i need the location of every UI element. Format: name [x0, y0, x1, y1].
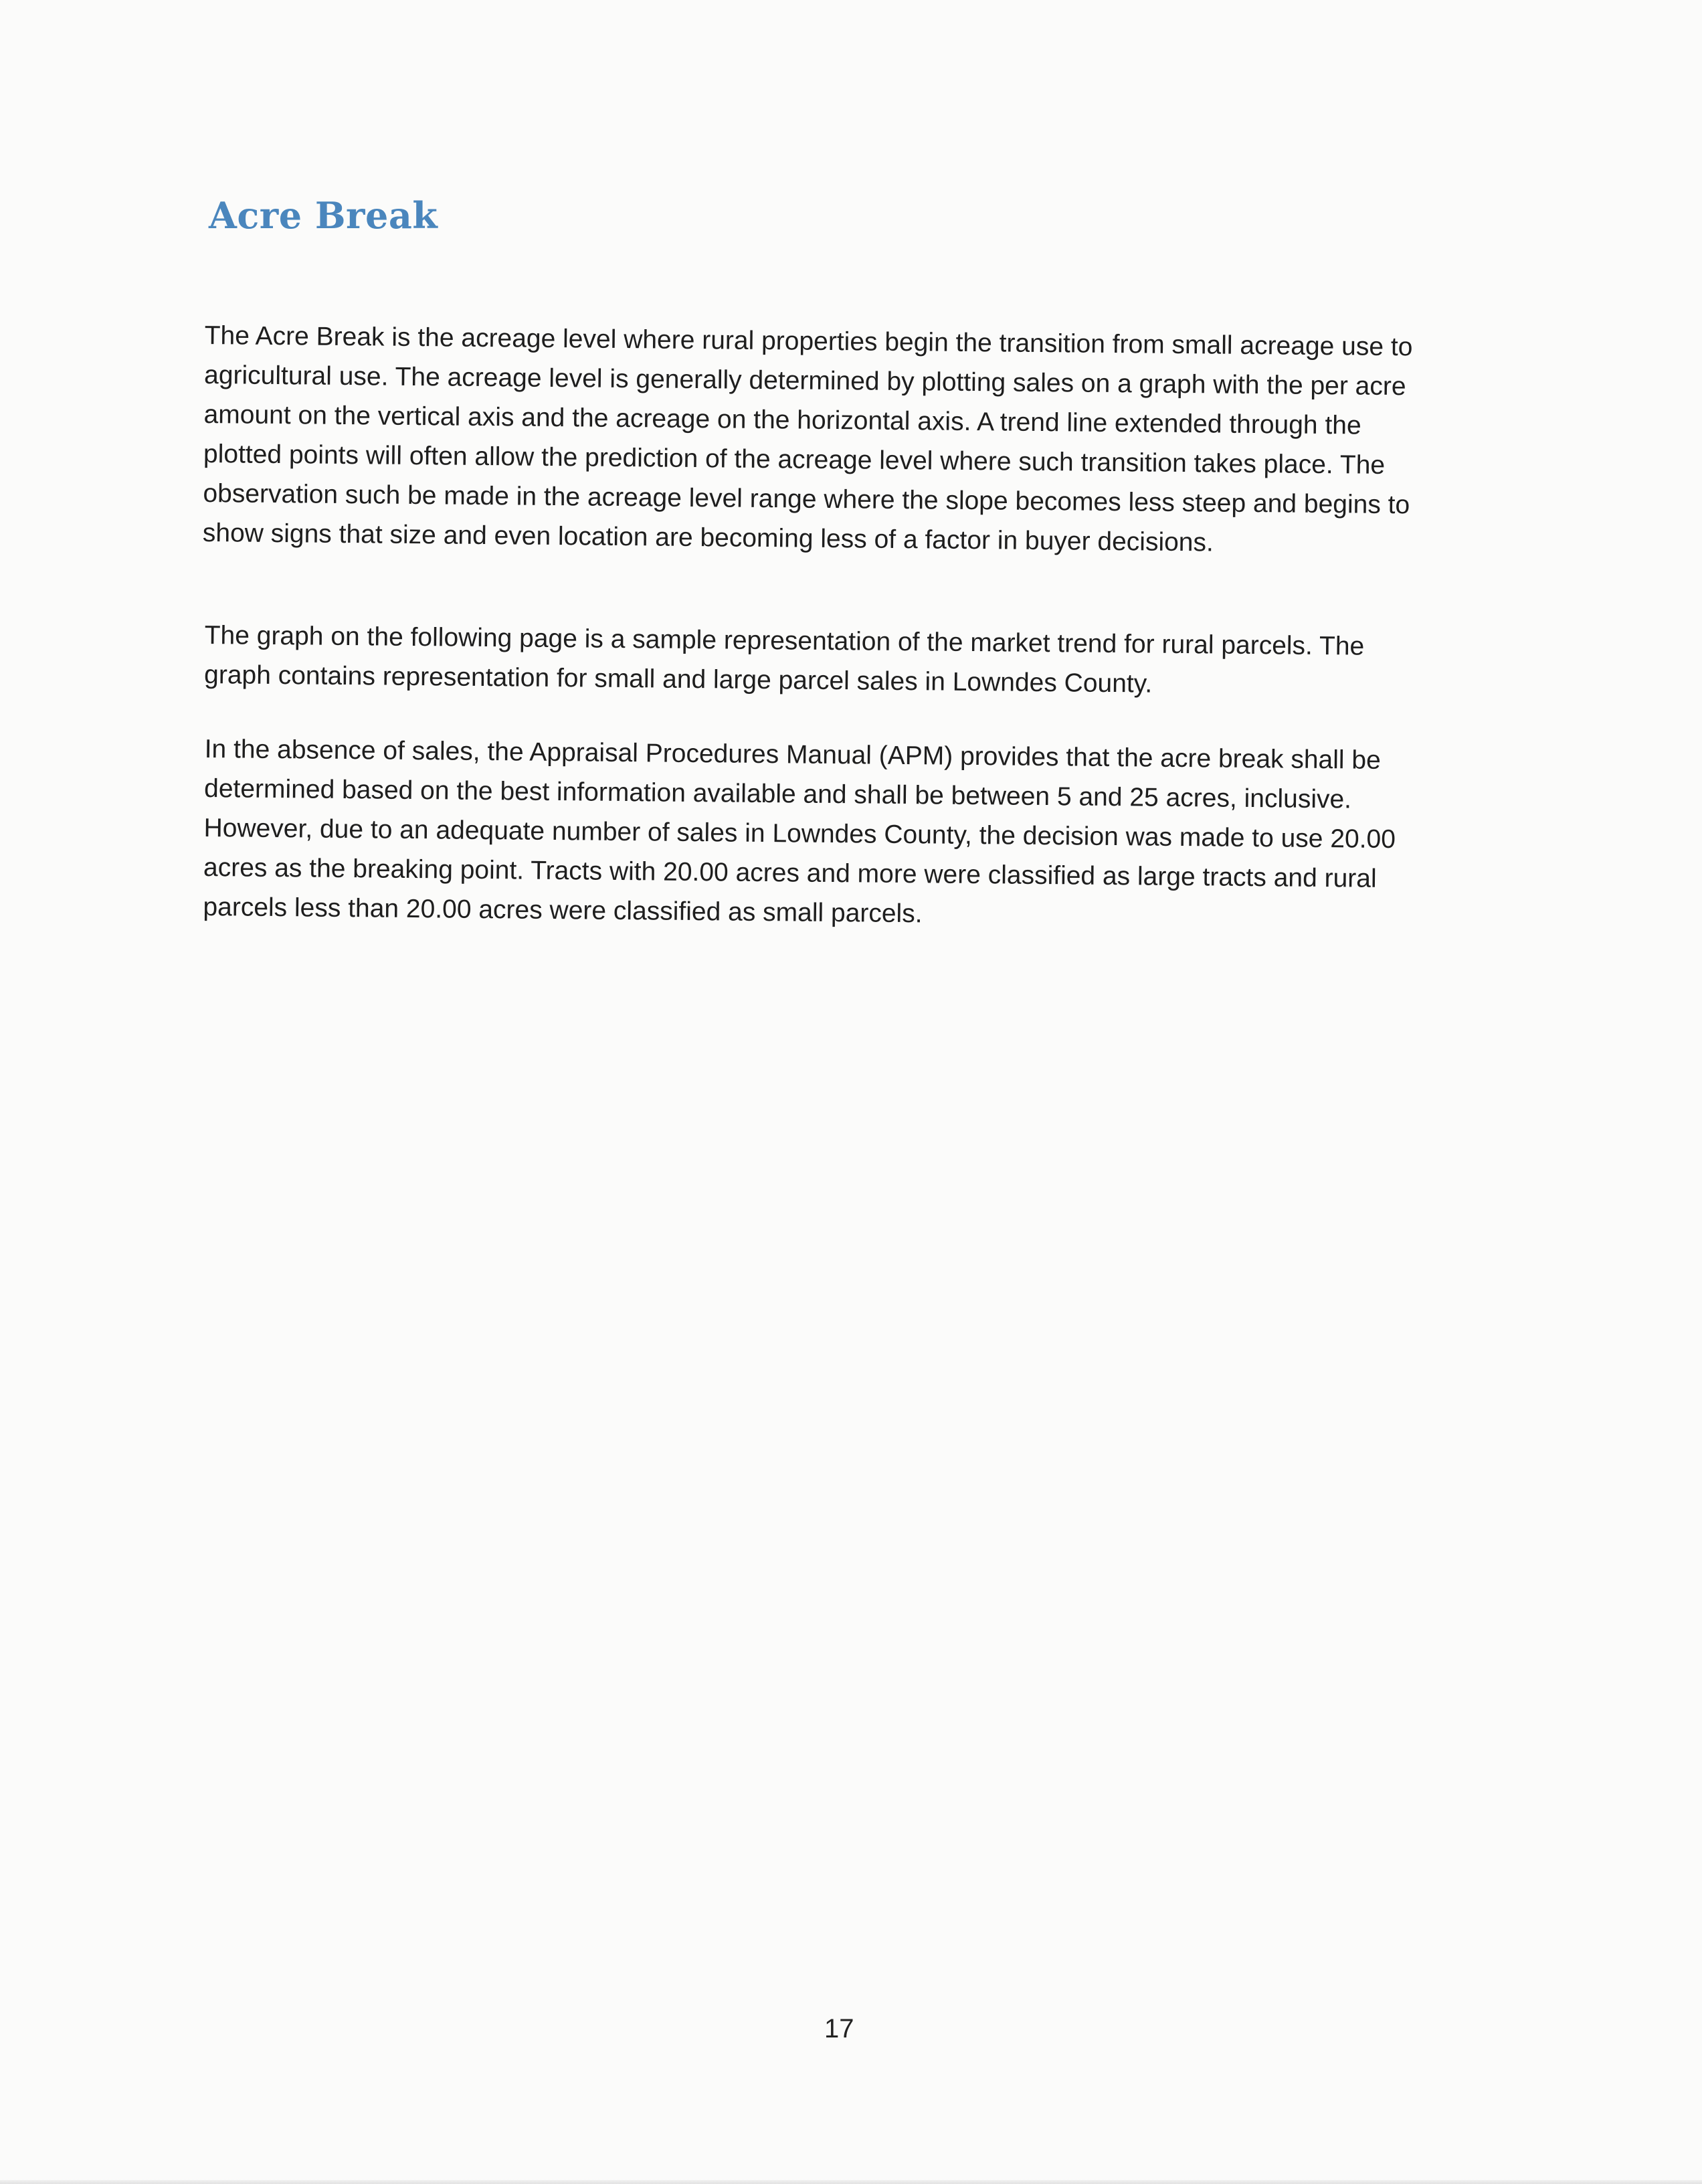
- text-line: observation such be made in the acreage level range where the slope becomes less steep and begins to: [203, 478, 1410, 520]
- section-heading: Acre Break: [209, 194, 438, 237]
- text-line: The Acre Break is the acreage level where rural properties begin the transition from small acreage use to: [204, 321, 1413, 362]
- text-line: In the absence of sales, the Appraisal Procedures Manual (APM) provides that the acre break shall be: [204, 734, 1381, 775]
- text-line: plotted points will often allow the prediction of the acreage level where such transition takes place. The: [203, 439, 1386, 480]
- text-line: parcels less than 20.00 acres were classified as small parcels.: [203, 892, 923, 929]
- text-line: determined based on the best information available and shall be between 5 and 25 acres, inclusive.: [203, 774, 1352, 814]
- text-line: amount on the vertical axis and the acreage on the horizontal axis. A trend line extended through the: [203, 399, 1361, 440]
- paragraph-graph-description: [204, 616, 1516, 707]
- text-line: acres as the breaking point. Tracts with 20.00 acres and more were classified as large tracts and rural: [203, 852, 1377, 893]
- paragraph-acre-break-definition: [203, 316, 1516, 565]
- text-line: The graph on the following page is a sample representation of the market trend for rural parcels. The: [204, 620, 1365, 661]
- text-line: agricultural use. The acreage level is generally determined by plotting sales on a graph with the per acre: [203, 360, 1406, 401]
- text-line: graph contains representation for small and large parcel sales in Lowndes County.: [203, 660, 1153, 699]
- paragraph-apm-decision: [203, 729, 1516, 939]
- page-number: 17: [824, 2014, 854, 2043]
- scan-edge: [0, 2180, 1702, 2184]
- text-line: However, due to an adequate number of sales in Lowndes County, the decision was made to use 20.00: [203, 813, 1396, 854]
- text-line: show signs that size and even location are becoming less of a factor in buyer decisions.: [202, 518, 1214, 557]
